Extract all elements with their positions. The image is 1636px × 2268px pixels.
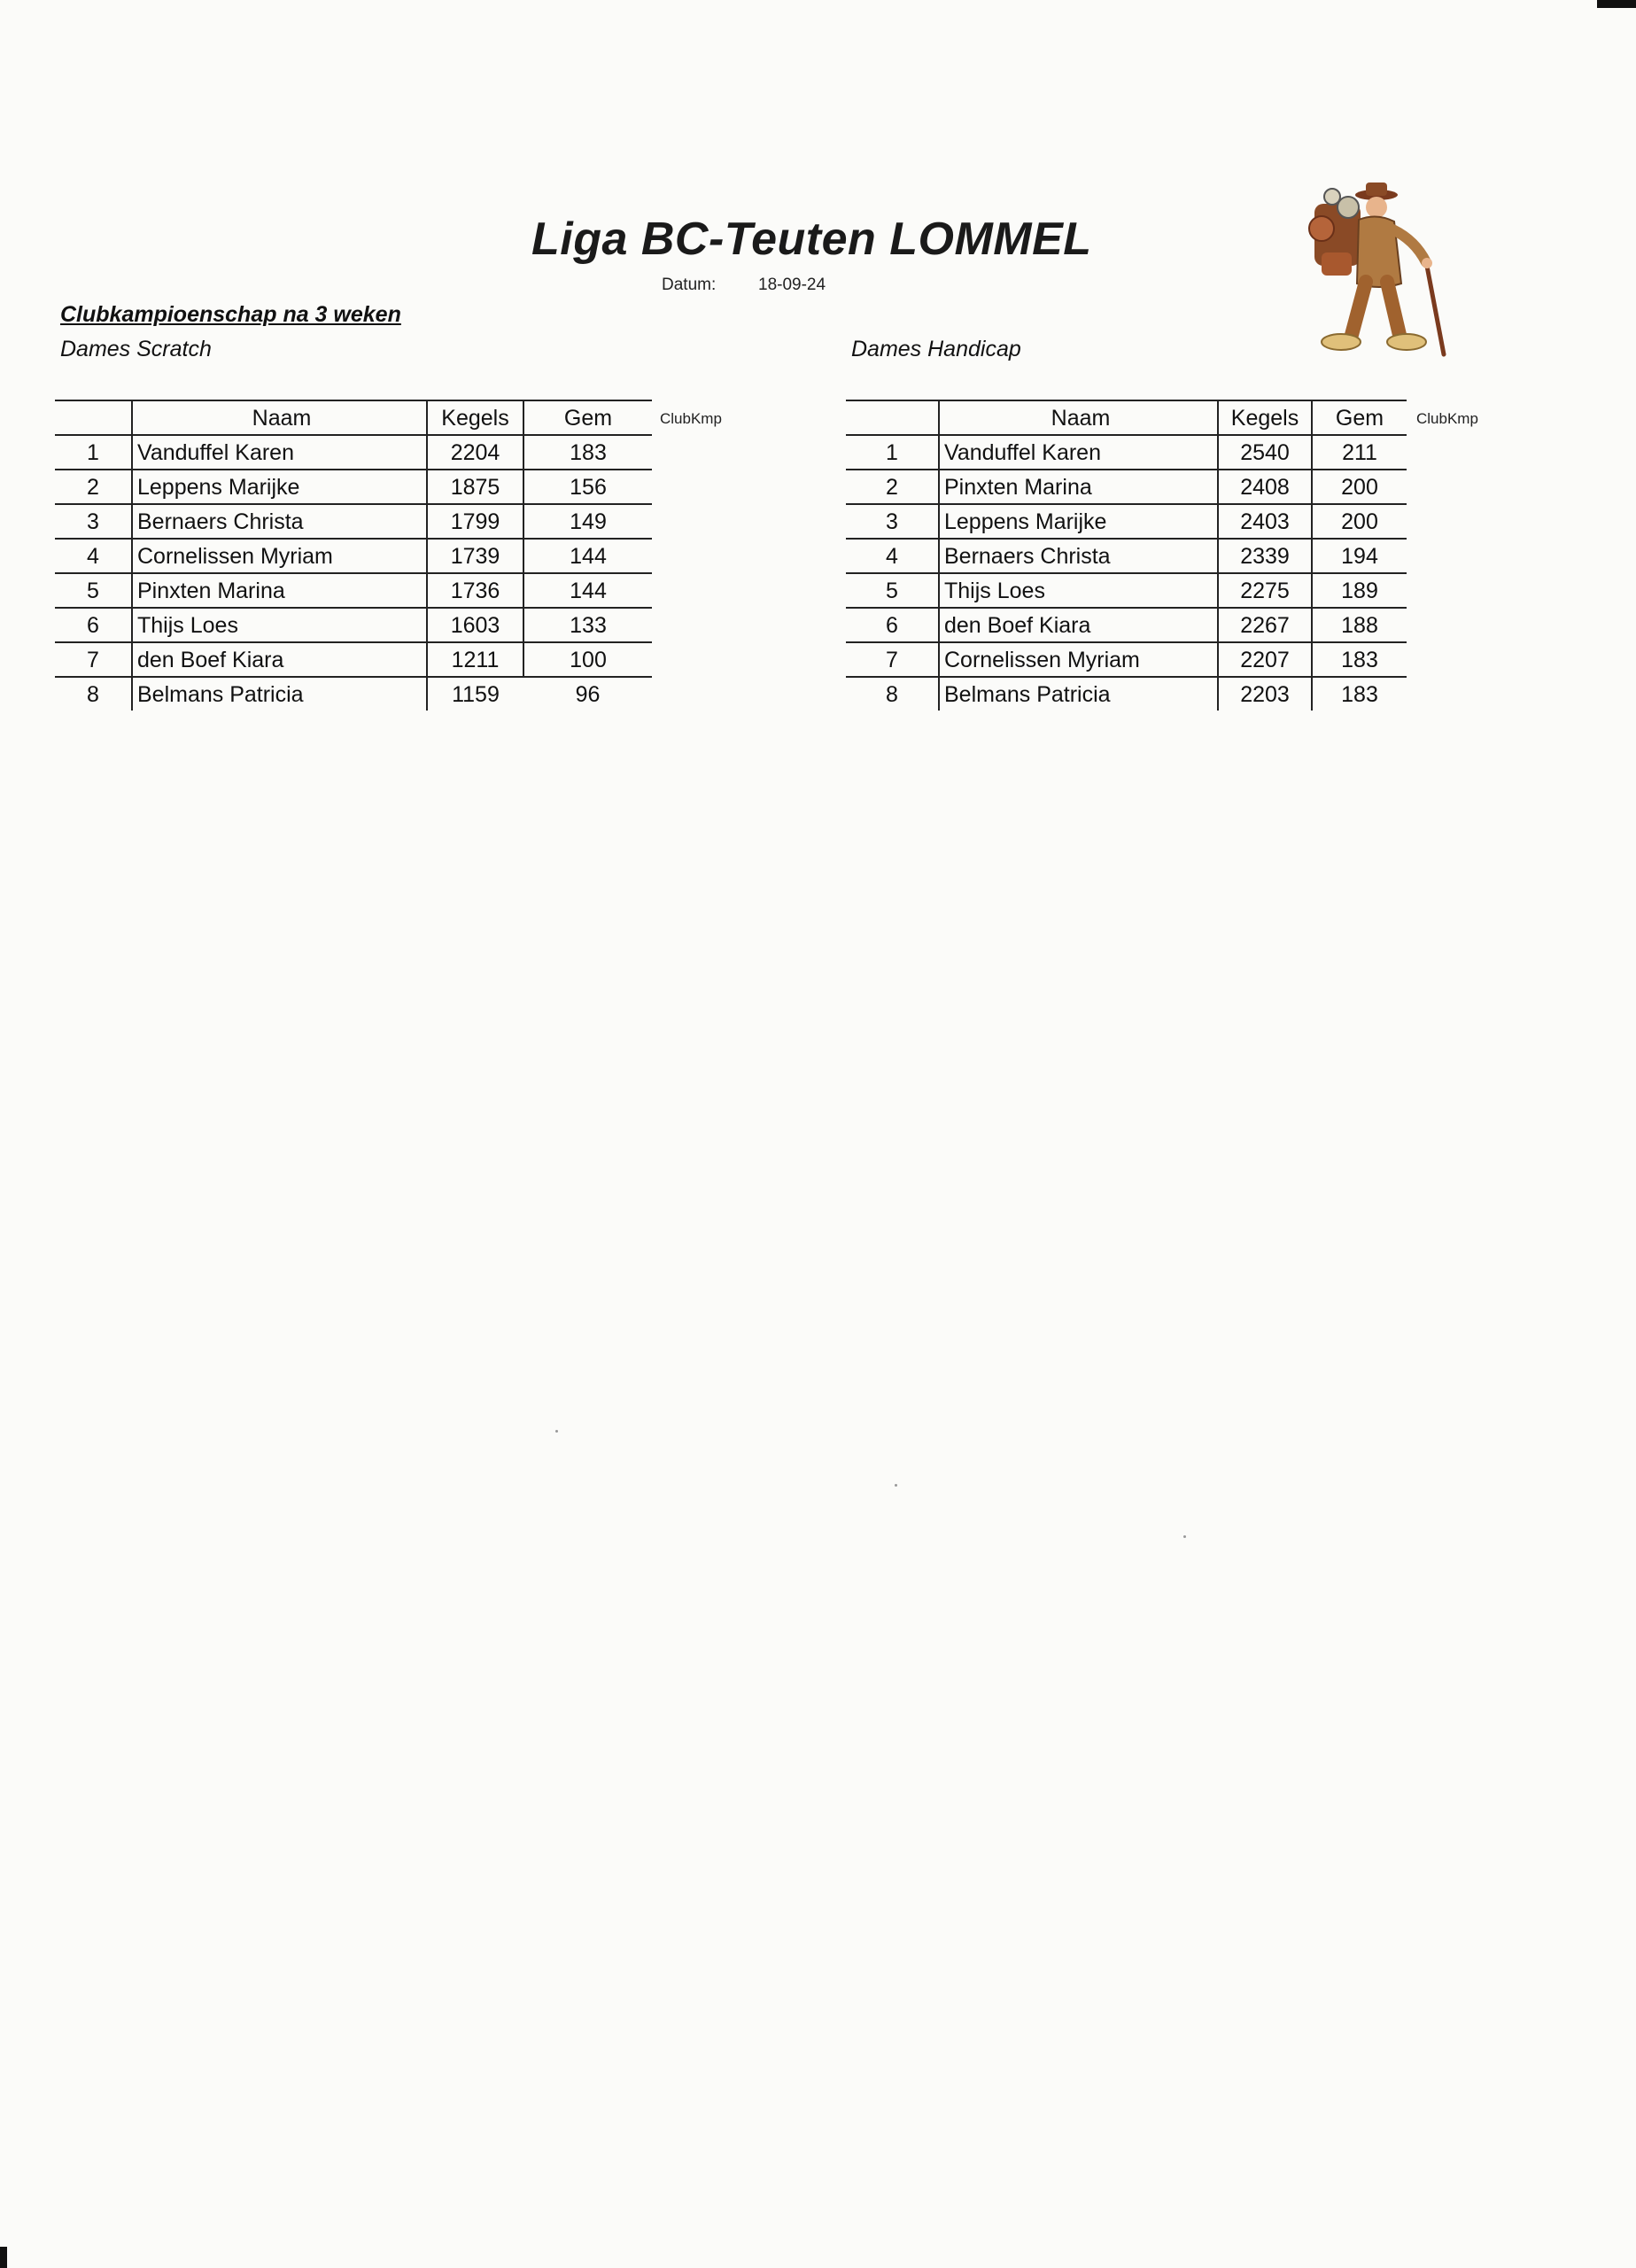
scan-speck [895, 1484, 897, 1487]
kegels-header: Kegels [427, 400, 523, 435]
name-cell: Belmans Patricia [939, 677, 1218, 711]
kegels-cell: 1211 [427, 642, 523, 677]
table-row [55, 539, 652, 573]
name-cell: Pinxten Marina [939, 470, 1218, 504]
rank-cell: 3 [55, 504, 132, 539]
kegels-header: Kegels [1218, 400, 1312, 435]
page-title: Liga BC-Teuten LOMMEL [531, 214, 1092, 265]
gem-cell: 149 [523, 504, 652, 539]
handicap-section-title: Dames Handicap [851, 337, 1021, 361]
kegels-cell: 1159 [427, 677, 523, 711]
scan-speck [555, 1430, 558, 1433]
table-row [846, 677, 1407, 711]
name-cell: Bernaers Christa [132, 504, 427, 539]
scratch-standings-table [55, 400, 652, 711]
kegels-cell: 1799 [427, 504, 523, 539]
gem-cell: 100 [523, 642, 652, 677]
rank-cell: 8 [886, 682, 898, 707]
table-row [846, 642, 1407, 677]
rank-cell: 4 [55, 539, 132, 573]
name-cell: Bernaers Christa [939, 539, 1218, 573]
rank-cell: 7 [846, 642, 939, 677]
name-cell: Cornelissen Myriam [939, 642, 1218, 677]
table-row [846, 435, 1407, 470]
rank-cell: 3 [846, 504, 939, 539]
gem-cell: 183 [523, 435, 652, 470]
kegels-cell: 2339 [1218, 539, 1312, 573]
handicap-clubkmp-label: ClubKmp [1416, 410, 1478, 427]
gem-cell: 200 [1312, 504, 1407, 539]
gem-cell: 188 [1312, 608, 1407, 642]
table-row [55, 504, 652, 539]
table-row [55, 573, 652, 608]
datum-value: 18-09-24 [758, 276, 826, 294]
name-cell: Vanduffel Karen [132, 435, 427, 470]
name-cell: Vanduffel Karen [939, 435, 1218, 470]
table-row [55, 608, 652, 642]
kegels-cell: 1739 [427, 539, 523, 573]
kegels-cell: 2204 [427, 435, 523, 470]
table-row [55, 642, 652, 677]
rank-cell: 1 [55, 435, 132, 470]
kegels-cell: 1736 [427, 573, 523, 608]
rank-cell: 8 [87, 682, 99, 707]
name-cell: Cornelissen Myriam [132, 539, 427, 573]
gem-header: Gem [1312, 400, 1407, 435]
peddler-figure-icon [1295, 177, 1454, 363]
scratch-clubkmp-label: ClubKmp [660, 410, 722, 427]
championship-subtitle: Clubkampioenschap na 3 weken [60, 302, 401, 327]
gem-header: Gem [523, 400, 652, 435]
name-header: Naam [939, 400, 1218, 435]
scratch-section-title: Dames Scratch [60, 337, 212, 361]
name-cell: den Boef Kiara [132, 642, 427, 677]
table-row [55, 470, 652, 504]
kegels-cell: 2540 [1218, 435, 1312, 470]
rank-cell: 1 [846, 435, 939, 470]
gem-cell: 156 [523, 470, 652, 504]
name-header: Naam [132, 400, 427, 435]
rank-cell: 4 [846, 539, 939, 573]
table-row [55, 435, 652, 470]
name-cell: Pinxten Marina [132, 573, 427, 608]
name-cell: Leppens Marijke [939, 504, 1218, 539]
table-row [846, 573, 1407, 608]
rank-cell: 6 [55, 608, 132, 642]
rank-cell: 5 [55, 573, 132, 608]
gem-cell: 144 [523, 573, 652, 608]
gem-cell: 189 [1312, 573, 1407, 608]
rank-header [846, 400, 939, 435]
scan-speck [1183, 1535, 1186, 1538]
rank-cell: 2 [846, 470, 939, 504]
gem-cell: 133 [523, 608, 652, 642]
datum-label: Datum: [662, 276, 717, 294]
handicap-standings-table [846, 400, 1407, 711]
kegels-cell: 2203 [1218, 677, 1312, 711]
gem-cell: 144 [523, 539, 652, 573]
name-cell: Thijs Loes [939, 573, 1218, 608]
scan-corner-mark-bottom [0, 2247, 7, 2268]
table-row [55, 677, 652, 711]
name-cell: Belmans Patricia [132, 677, 427, 711]
gem-cell: 211 [1312, 435, 1407, 470]
kegels-cell: 1875 [427, 470, 523, 504]
table-row [846, 504, 1407, 539]
name-cell: Leppens Marijke [132, 470, 427, 504]
table-header-row [55, 400, 652, 435]
gem-cell: 183 [1312, 677, 1407, 711]
rank-header [55, 400, 132, 435]
gem-cell: 194 [1312, 539, 1407, 573]
name-cell: den Boef Kiara [939, 608, 1218, 642]
gem-cell: 96 [575, 682, 601, 707]
table-row [846, 470, 1407, 504]
rank-cell: 2 [55, 470, 132, 504]
gem-cell: 200 [1312, 470, 1407, 504]
kegels-cell: 1603 [427, 608, 523, 642]
table-row [846, 539, 1407, 573]
kegels-cell: 2275 [1218, 573, 1312, 608]
name-cell: Thijs Loes [132, 608, 427, 642]
kegels-cell: 2408 [1218, 470, 1312, 504]
kegels-cell: 2403 [1218, 504, 1312, 539]
gem-cell: 183 [1312, 642, 1407, 677]
rank-cell: 5 [846, 573, 939, 608]
rank-cell: 7 [55, 642, 132, 677]
kegels-cell: 2267 [1218, 608, 1312, 642]
scan-corner-mark-top [1597, 0, 1636, 8]
table-header-row [846, 400, 1407, 435]
kegels-cell: 2207 [1218, 642, 1312, 677]
rank-cell: 6 [846, 608, 939, 642]
table-row [846, 608, 1407, 642]
